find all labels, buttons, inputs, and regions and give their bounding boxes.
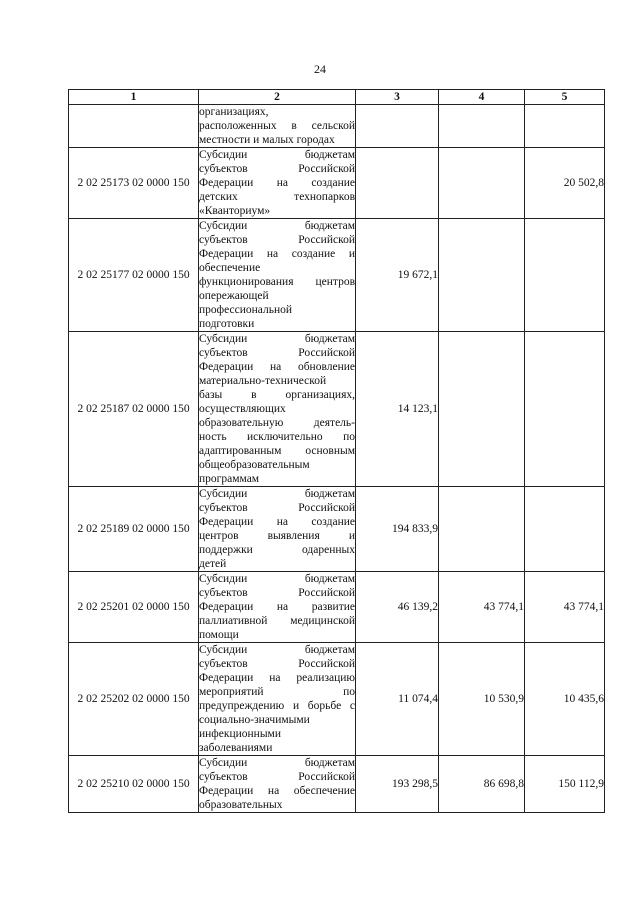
amount-cell-col3: 11 074,4 bbox=[356, 643, 439, 756]
description-line: субъектов Российской bbox=[199, 347, 355, 359]
description-line: Субсидии бюджетам bbox=[199, 149, 355, 161]
description-line: Субсидии бюджетам bbox=[199, 573, 355, 585]
header-col-5: 5 bbox=[525, 90, 605, 105]
header-col-4: 4 bbox=[439, 90, 525, 105]
amount-cell-col5 bbox=[525, 219, 605, 332]
header-col-2: 2 bbox=[199, 90, 356, 105]
description-line: детских технопарков bbox=[199, 191, 355, 203]
description-line: общеобразовательным bbox=[199, 459, 310, 471]
budget-code-cell: 2 02 25173 02 0000 150 bbox=[69, 148, 199, 219]
description-line: Субсидии бюджетам bbox=[199, 333, 355, 345]
description-line: осуществляющих bbox=[199, 403, 286, 415]
amount-cell-col4 bbox=[439, 105, 525, 148]
description-line: Федерации на создание bbox=[199, 516, 355, 528]
budget-code-cell: 2 02 25177 02 0000 150 bbox=[69, 219, 199, 332]
description-line: функционирования центров bbox=[199, 276, 355, 288]
description-line: Федерации на обеспечение bbox=[199, 785, 355, 797]
amount-cell-col3: 19 672,1 bbox=[356, 219, 439, 332]
description-line: местности и малых городах bbox=[199, 134, 335, 146]
table-row bbox=[69, 219, 605, 332]
table-row bbox=[69, 643, 605, 756]
amount-cell-col4 bbox=[439, 332, 525, 487]
amount-cell-col4: 86 698,8 bbox=[439, 756, 525, 813]
amount-cell-col5: 43 774,1 bbox=[525, 572, 605, 643]
amount-cell-col4 bbox=[439, 148, 525, 219]
budget-table bbox=[68, 89, 605, 813]
description-line: «Кванториум» bbox=[199, 205, 271, 217]
amount-cell-col5: 20 502,8 bbox=[525, 148, 605, 219]
description-line: Субсидии бюджетам bbox=[199, 757, 355, 769]
description-line: субъектов Российской bbox=[199, 771, 355, 783]
table-row bbox=[69, 332, 605, 487]
table-row bbox=[69, 148, 605, 219]
description-line: базы в организациях, bbox=[199, 389, 355, 401]
description-line: предупреждению и борьбе с bbox=[199, 700, 355, 712]
description-cell bbox=[199, 572, 356, 643]
header-col-3: 3 bbox=[356, 90, 439, 105]
page-number: 24 bbox=[314, 62, 326, 76]
description-line: субъектов Российской bbox=[199, 234, 355, 246]
description-line: Федерации на обновление bbox=[199, 361, 355, 373]
description-line: ность исключительно по bbox=[199, 431, 355, 443]
table-row bbox=[69, 572, 605, 643]
description-cell bbox=[199, 643, 356, 756]
amount-cell-col5: 150 112,9 bbox=[525, 756, 605, 813]
description-line: субъектов Российской bbox=[199, 587, 355, 599]
table-row bbox=[69, 105, 605, 148]
table-row bbox=[69, 756, 605, 813]
budget-code-cell: 2 02 25189 02 0000 150 bbox=[69, 487, 199, 572]
description-line: расположенных в сельской bbox=[199, 120, 355, 132]
amount-cell-col5 bbox=[525, 487, 605, 572]
description-line: паллиативной медицинской bbox=[199, 615, 355, 627]
description-line: адаптированным основным bbox=[199, 445, 355, 457]
amount-cell-col5 bbox=[525, 332, 605, 487]
description-line: Федерации на создание bbox=[199, 177, 355, 189]
description-cell bbox=[199, 487, 356, 572]
description-line: образовательных bbox=[199, 799, 283, 811]
amount-cell-col5 bbox=[525, 105, 605, 148]
description-line: социально-значимыми bbox=[199, 714, 310, 726]
description-line: субъектов Российской bbox=[199, 658, 355, 670]
amount-cell-col4 bbox=[439, 487, 525, 572]
description-line: Федерации на развитие bbox=[199, 601, 355, 613]
amount-cell-col4: 43 774,1 bbox=[439, 572, 525, 643]
description-line: подготовки bbox=[199, 318, 255, 330]
description-line: организациях, bbox=[199, 106, 269, 118]
amount-cell-col3 bbox=[356, 148, 439, 219]
description-line: Субсидии бюджетам bbox=[199, 220, 355, 232]
budget-code-cell: 2 02 25187 02 0000 150 bbox=[69, 332, 199, 487]
description-line: материально-технической bbox=[199, 375, 327, 387]
description-cell bbox=[199, 148, 356, 219]
description-cell bbox=[199, 332, 356, 487]
amount-cell-col3 bbox=[356, 105, 439, 148]
header-col-1: 1 bbox=[69, 90, 199, 105]
description-line: заболеваниями bbox=[199, 742, 273, 754]
amount-cell-col3: 14 123,1 bbox=[356, 332, 439, 487]
budget-code-cell bbox=[69, 105, 199, 148]
description-line: субъектов Российской bbox=[199, 163, 355, 175]
description-line: субъектов Российской bbox=[199, 502, 355, 514]
description-line: детей bbox=[199, 558, 227, 570]
description-line: программам bbox=[199, 473, 260, 485]
description-line: инфекционными bbox=[199, 728, 281, 740]
description-line: Федерации на реализацию bbox=[199, 672, 355, 684]
header-row bbox=[69, 90, 605, 105]
amount-cell-col3: 194 833,9 bbox=[356, 487, 439, 572]
description-line: Субсидии бюджетам bbox=[199, 644, 355, 656]
description-cell bbox=[199, 219, 356, 332]
amount-cell-col5: 10 435,6 bbox=[525, 643, 605, 756]
budget-code-cell: 2 02 25201 02 0000 150 bbox=[69, 572, 199, 643]
description-cell bbox=[199, 756, 356, 813]
description-line: Федерации на создание и bbox=[199, 248, 355, 260]
description-line: профессиональной bbox=[199, 304, 293, 316]
amount-cell-col3: 193 298,5 bbox=[356, 756, 439, 813]
description-line: образовательную деятель- bbox=[199, 417, 355, 429]
amount-cell-col4: 10 530,9 bbox=[439, 643, 525, 756]
description-line: Субсидии бюджетам bbox=[199, 488, 355, 500]
description-line: обеспечение bbox=[199, 262, 261, 274]
description-line: центров выявления и bbox=[199, 530, 355, 542]
budget-code-cell: 2 02 25202 02 0000 150 bbox=[69, 643, 199, 756]
description-cell bbox=[199, 105, 356, 148]
description-line: помощи bbox=[199, 629, 239, 641]
table-row bbox=[69, 487, 605, 572]
description-line: поддержки одаренных bbox=[199, 544, 355, 556]
description-line: опережающей bbox=[199, 290, 269, 302]
amount-cell-col3: 46 139,2 bbox=[356, 572, 439, 643]
budget-code-cell: 2 02 25210 02 0000 150 bbox=[69, 756, 199, 813]
description-line: мероприятий по bbox=[199, 686, 355, 698]
amount-cell-col4 bbox=[439, 219, 525, 332]
